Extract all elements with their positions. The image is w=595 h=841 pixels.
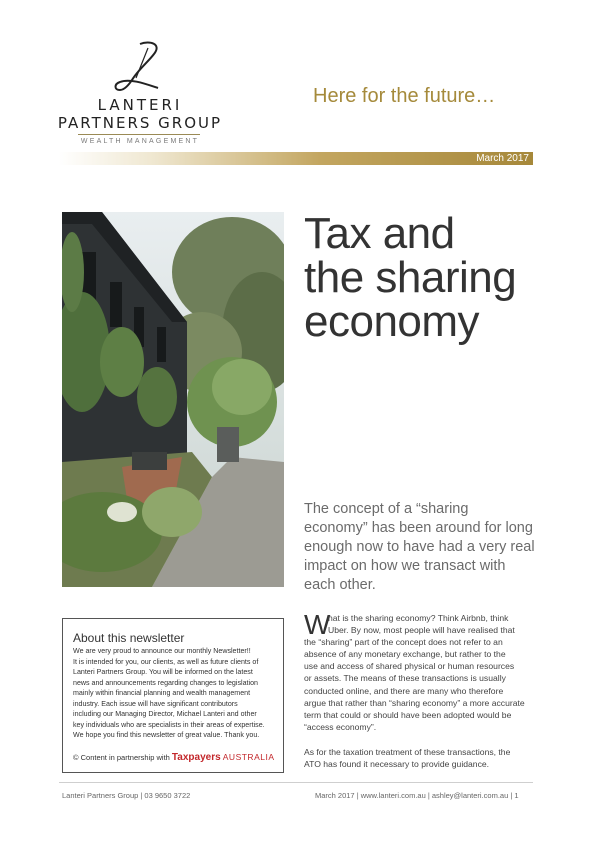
newsletter-line: Lanteri Partners Group. You will be informed on the latest — [73, 668, 253, 676]
lanteri-logo-mark — [110, 40, 170, 94]
article-line: ATO has found it necessary to provide guidance. — [304, 759, 490, 770]
article-paragraph-2 — [304, 746, 544, 770]
article-line: use and access of shared physical or human resources — [304, 661, 515, 672]
newsletter-line: We are very proud to announce our monthly Newsletter!! — [73, 647, 251, 655]
article-line: or assets. The means of these transactions is usually — [304, 673, 506, 684]
article-line: conducted online, and there are many who therefore — [304, 685, 504, 696]
article-paragraph-1 — [304, 609, 544, 733]
issue-date: March 2017 — [476, 153, 529, 164]
drop-cap: W — [304, 609, 331, 640]
newsletter-line: We hope you find this newsletter of great value. Thank you. — [73, 731, 260, 739]
article-line: absence of any monetary exchange, but rather to the — [304, 649, 506, 660]
newsletter-line: including our Managing Director, Michael Lanteri and other — [73, 710, 257, 718]
logo-subtitle: WEALTH MANAGEMENT — [80, 138, 200, 145]
partner-brand: Taxpayers — [171, 752, 221, 763]
newsletter-body — [73, 646, 281, 741]
newsletter-line: news and announcements regarding changes to legislation — [73, 678, 258, 687]
intro-paragraph: The concept of a “sharing economy” has been around for long enough now to have had a very real impact on how we transact with each other. — [304, 501, 535, 593]
article-line: “access economy”. — [304, 721, 377, 732]
article-line: argue that rather than “sharing economy” a more accurate — [304, 697, 525, 708]
article-line: the “sharing” part of the concept does not refer to an — [304, 637, 503, 648]
tagline: Here for the future… — [313, 85, 496, 107]
headline-line: the sharing — [304, 253, 517, 302]
article-line: term that could or should have been adopted would be — [304, 709, 512, 720]
footer-right: March 2017 | www.lanteri.com.au | ashley@lanteri.com.au | 1 — [315, 791, 519, 800]
partner-credit — [73, 752, 275, 763]
newsletter-line: mainly within financial planning and wealth management — [73, 689, 251, 697]
headline-line: economy — [304, 297, 480, 346]
headline — [304, 209, 544, 346]
newsletter-title: About this newsletter — [73, 631, 185, 645]
partner-suffix: AUSTRALIA — [222, 752, 275, 762]
footer-left: Lanteri Partners Group | 03 9650 3722 — [62, 791, 191, 800]
cover-photo — [62, 212, 284, 587]
footer-divider — [59, 782, 533, 783]
article-line: As for the taxation treatment of these transactions, the — [304, 747, 511, 757]
newsletter-line: key individuals who are specialists in their areas of expertise. — [73, 720, 265, 729]
partner-prefix: © Content in partnership with — [73, 753, 170, 762]
article-line: Uber. By now, most people will have realised that — [328, 625, 515, 636]
newsletter-line: industry. Each issue will have significant contributors — [73, 699, 238, 708]
article-line: hat is the sharing economy? Think Airbnb, think — [328, 613, 509, 623]
logo-name-line2: PARTNERS GROUP — [57, 114, 223, 132]
newsletter-line: It is intended for you, our clients, as well as future clients of — [73, 657, 259, 666]
headline-line: Tax and — [304, 209, 455, 258]
header-band — [59, 152, 533, 165]
logo-name-line1: LANTERI — [97, 96, 183, 114]
logo-divider — [78, 134, 200, 135]
